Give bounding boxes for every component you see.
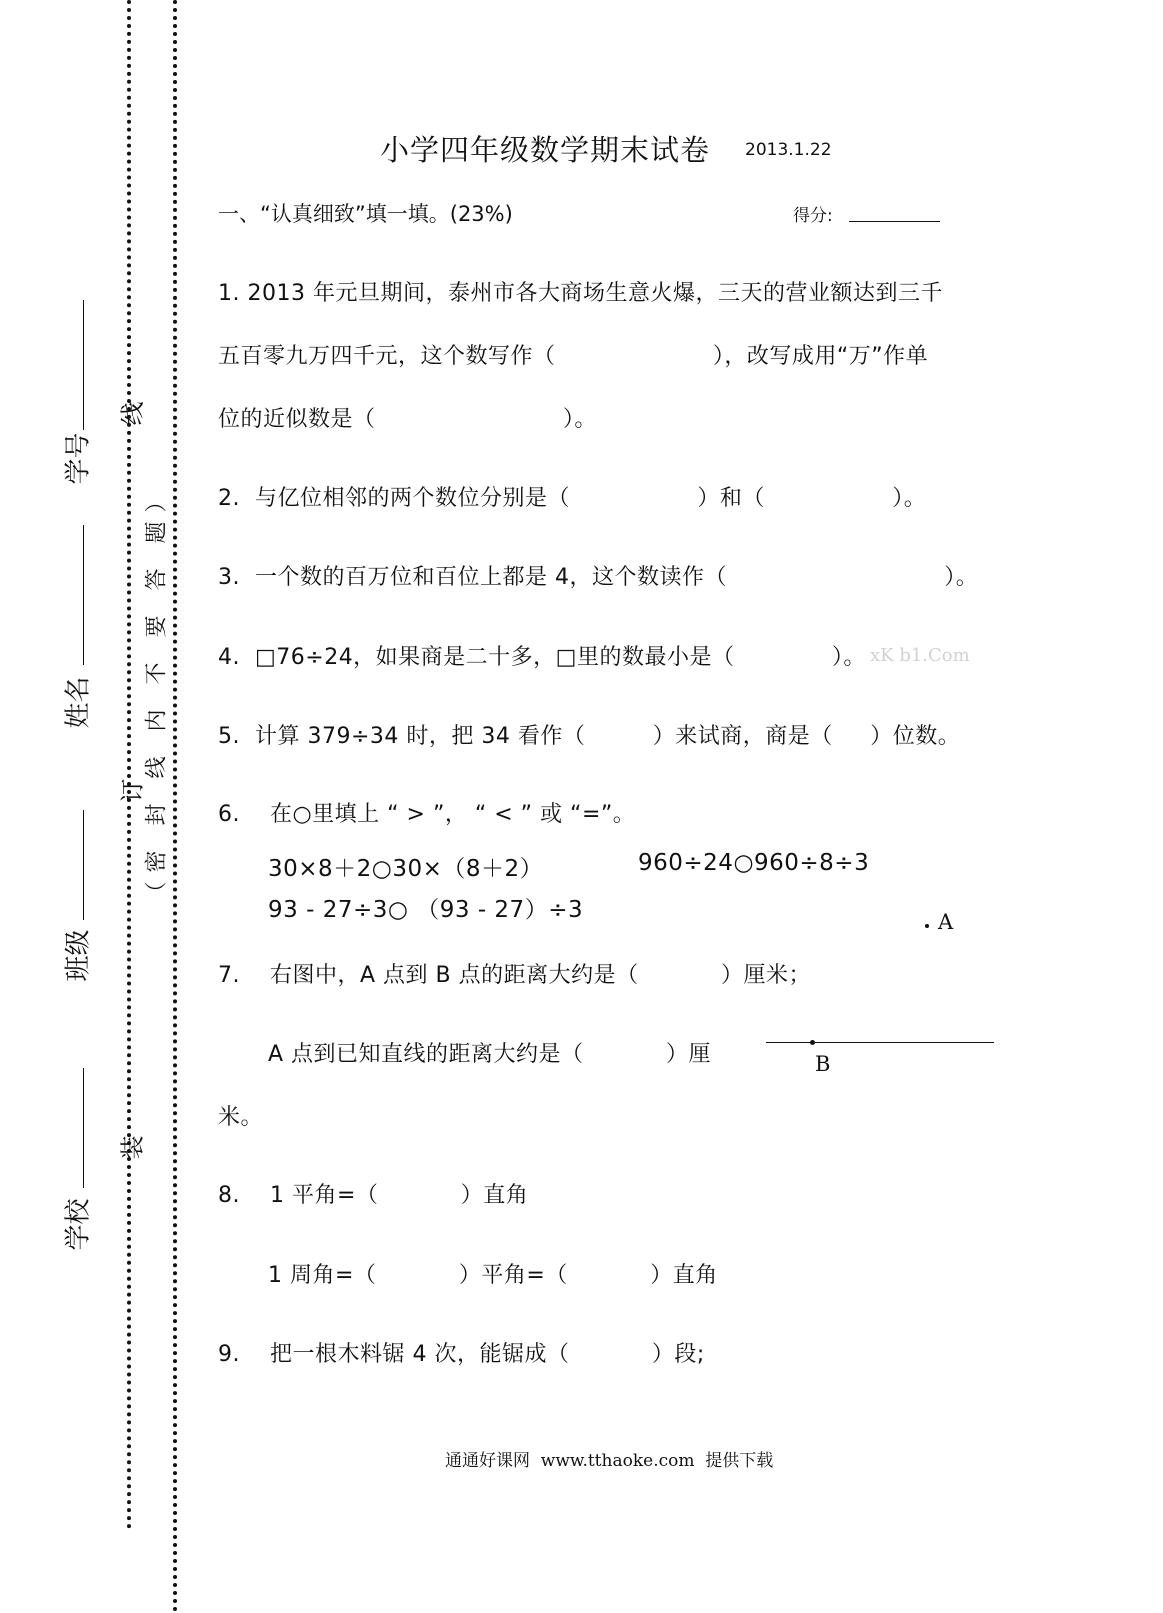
section-heading: 一、“认真细致”填一填。(23%) — [218, 202, 513, 226]
score-label: 得分: — [793, 206, 833, 226]
q6-expr1: 30×8＋2○30×（8＋2） — [268, 856, 544, 882]
score-blank-line — [849, 221, 940, 222]
school-line — [83, 1068, 84, 1188]
q8-line2: 1 周角=（ ）平角=（ ）直角 — [268, 1263, 718, 1288]
footer-credit: 通通好课网 www.tthaoke.com 提供下载 — [445, 1451, 774, 1471]
student-no-line — [83, 300, 84, 430]
point-a-label: A — [938, 910, 954, 934]
q7-line3: 米。 — [218, 1105, 264, 1130]
name-label: 姓名 — [63, 676, 94, 729]
q1-line2: 五百零九万四千元，这个数写作（ ），改写成用“万”作单 — [218, 344, 929, 369]
name-line — [83, 525, 84, 665]
binding-dotted-line-right — [173, 0, 177, 1613]
q9: 9. 把一根木料锯 4 次，能锯成（ ）段; — [218, 1342, 705, 1367]
given-line — [766, 1042, 994, 1043]
seal-note: （密 封 线 内 不 要 答 题） — [144, 481, 170, 904]
school-label: 学校 — [63, 1198, 94, 1251]
q2: 2. 与亿位相邻的两个数位分别是（ ）和（ ）。 — [218, 486, 927, 511]
q3: 3. 一个数的百万位和百位上都是 4，这个数读作（ ）。 — [218, 565, 979, 590]
q7-line1: 7. 右图中，A 点到 B 点的距离大约是（ ）厘米； — [218, 963, 812, 988]
binding-dotted-line-left — [127, 0, 131, 1530]
seal-zhuang: 装 — [118, 1135, 147, 1160]
q1-line3: 位的近似数是（ ）。 — [218, 407, 597, 432]
exam-date: 2013.1.22 — [745, 140, 832, 160]
q4: 4. □76÷24，如果商是二十多，□里的数最小是（ ）。 — [218, 645, 866, 670]
class-label: 班级 — [63, 929, 94, 982]
q8-line1: 8. 1 平角=（ ）直角 — [218, 1183, 529, 1208]
student-no-label: 学号 — [63, 432, 94, 485]
q7-line2: A 点到已知直线的距离大约是（ ）厘 — [268, 1042, 711, 1067]
q1-line1: 1. 2013 年元旦期间，泰州市各大商场生意火爆，三天的营业额达到三千 — [218, 281, 943, 306]
q6-stem: 6. 在○里填上 “ > ”， “ < ” 或 “=”。 — [218, 802, 636, 827]
point-b-label: B — [815, 1052, 831, 1076]
q6-expr2: 960÷24○960÷8÷3 — [638, 850, 870, 876]
class-line — [83, 810, 84, 920]
exam-title: 小学四年级数学期末试卷 — [380, 133, 711, 167]
q5: 5. 计算 379÷34 时，把 34 看作（ ）来试商，商是（ ）位数。 — [218, 724, 961, 749]
q6-expr3: 93 - 27÷3○ （93 - 27）÷3 — [268, 897, 584, 923]
point-b-dot — [810, 1040, 815, 1045]
seal-ding: 订 — [118, 778, 147, 803]
point-a-dot — [925, 924, 929, 928]
seal-xian: 线 — [118, 401, 147, 426]
q4-watermark: xK b1.Com — [870, 645, 970, 666]
